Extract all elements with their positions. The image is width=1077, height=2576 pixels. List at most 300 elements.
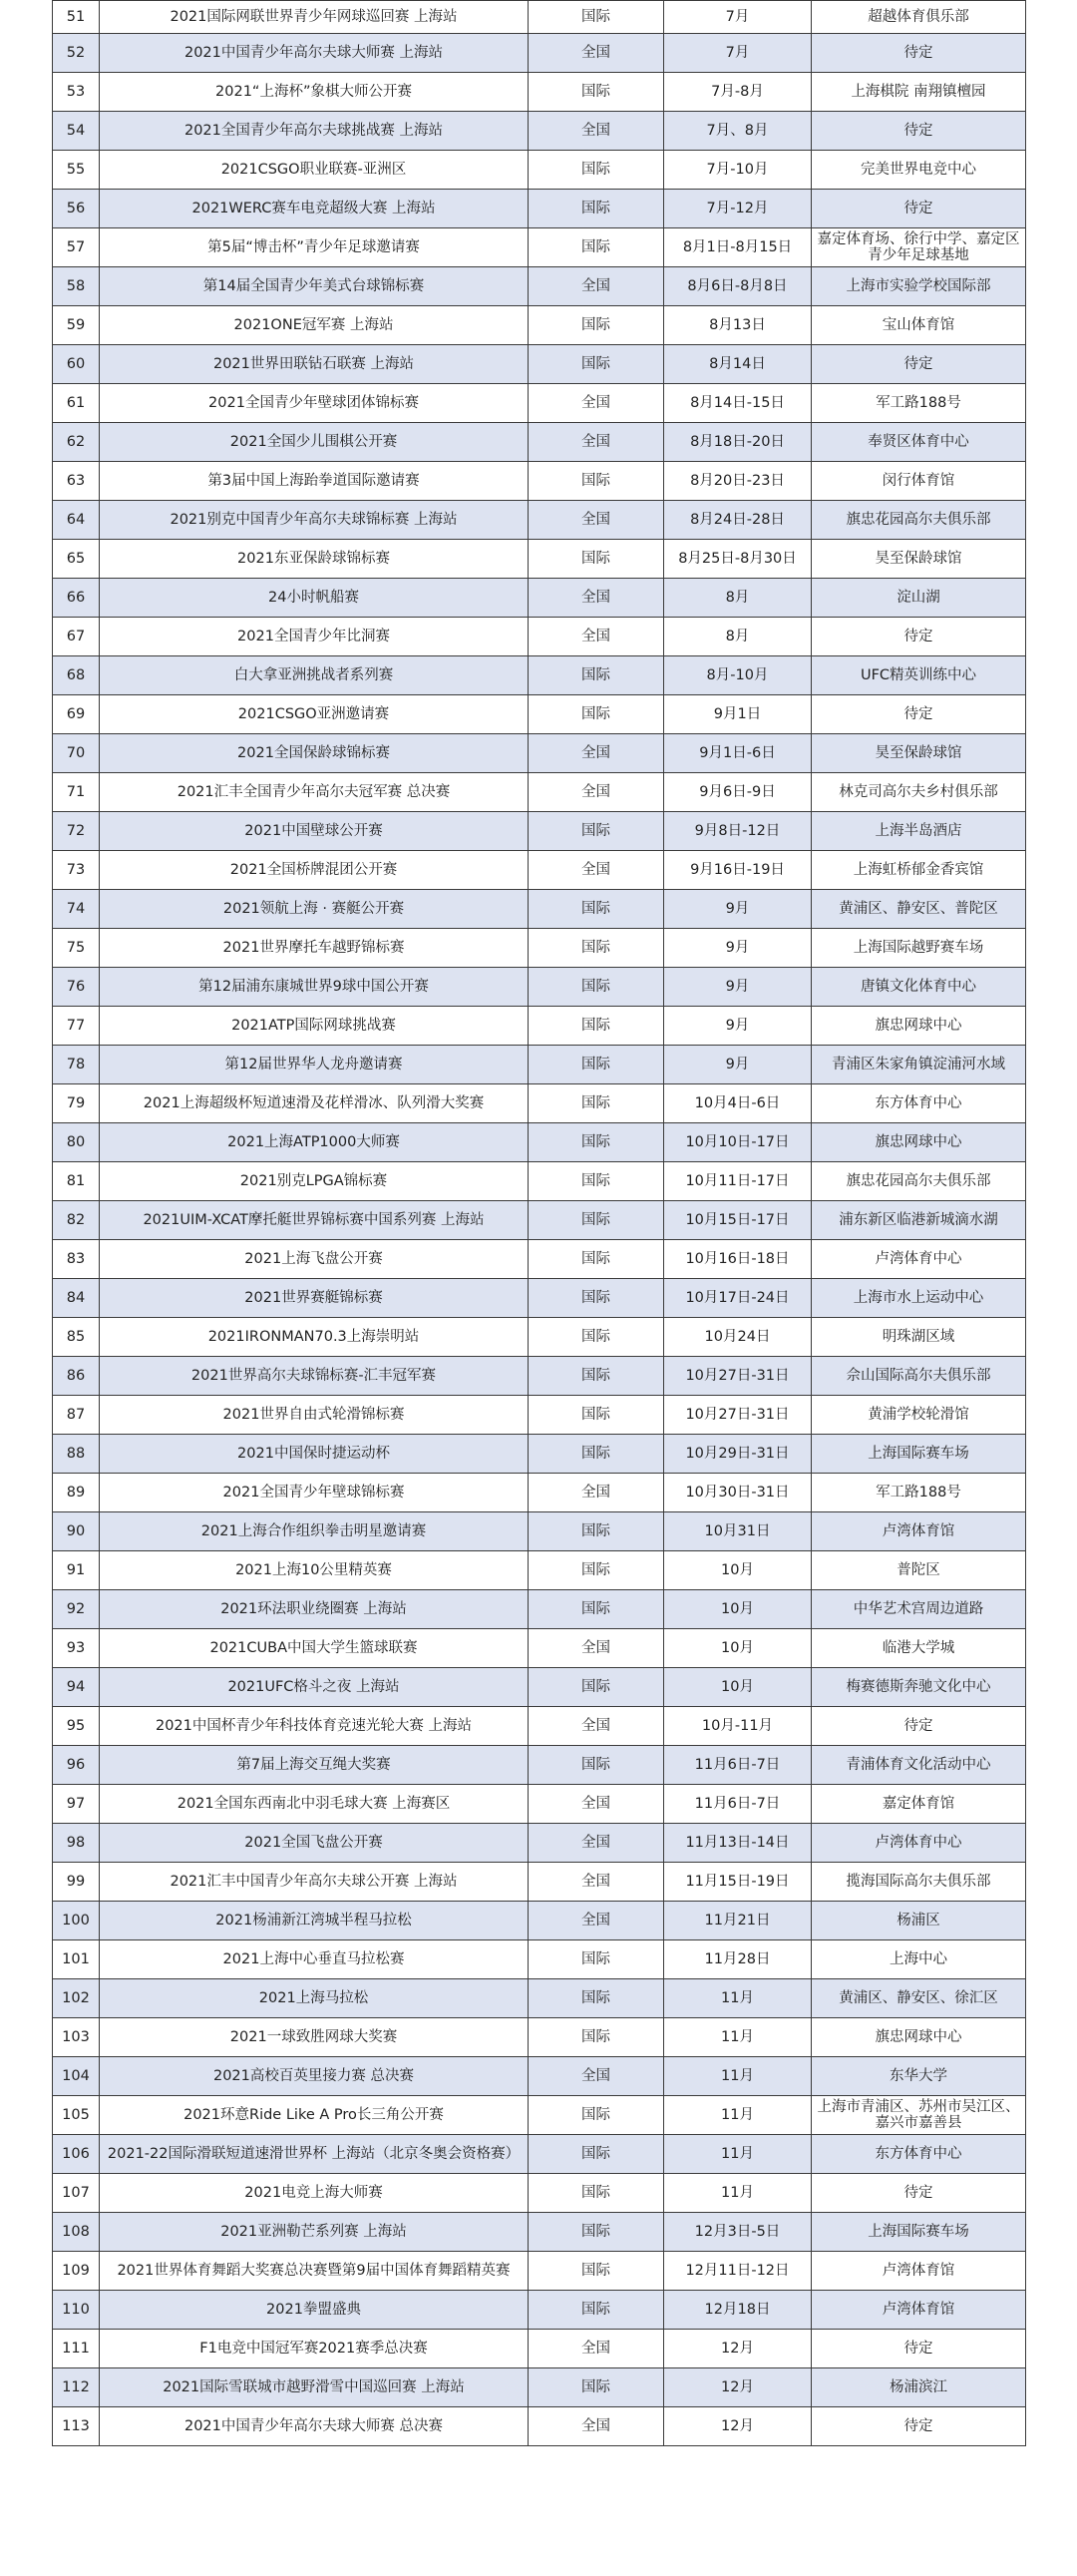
table-row bbox=[53, 73, 1026, 112]
event-level-cell: 全国 bbox=[529, 423, 664, 462]
event-venue-cell: 卢湾体育中心 bbox=[812, 1240, 1026, 1279]
event-name-cell: 2021上海ATP1000大师赛 bbox=[100, 1123, 529, 1162]
event-name-cell: 2021CSGO职业联赛-亚洲区 bbox=[100, 151, 529, 190]
event-level-cell: 全国 bbox=[529, 851, 664, 890]
event-level-cell: 全国 bbox=[529, 34, 664, 73]
event-time-cell: 10月24日 bbox=[664, 1318, 812, 1357]
table-row bbox=[53, 695, 1026, 734]
row-number-cell: 53 bbox=[53, 73, 100, 112]
event-level-cell: 国际 bbox=[529, 2135, 664, 2174]
table-row bbox=[53, 1123, 1026, 1162]
table-row bbox=[53, 1046, 1026, 1084]
event-time-cell: 9月1日-6日 bbox=[664, 734, 812, 773]
event-name-cell: 2021世界田联钻石联赛 上海站 bbox=[100, 345, 529, 384]
event-level-cell: 国际 bbox=[529, 2096, 664, 2135]
event-name-cell: 2021全国保龄球锦标赛 bbox=[100, 734, 529, 773]
table-row bbox=[53, 1707, 1026, 1746]
event-name-cell: 2021CSGO亚洲邀请赛 bbox=[100, 695, 529, 734]
event-level-cell: 全国 bbox=[529, 773, 664, 812]
row-number-cell: 73 bbox=[53, 851, 100, 890]
event-level-cell: 国际 bbox=[529, 1084, 664, 1123]
row-number-cell: 79 bbox=[53, 1084, 100, 1123]
table-row bbox=[53, 812, 1026, 851]
table-row bbox=[53, 1357, 1026, 1396]
event-level-cell: 国际 bbox=[529, 1007, 664, 1046]
row-number-cell: 61 bbox=[53, 384, 100, 423]
row-number-cell: 96 bbox=[53, 1746, 100, 1785]
event-venue-cell: 普陀区 bbox=[812, 1551, 1026, 1590]
event-venue-cell: 上海市实验学校国际部 bbox=[812, 267, 1026, 306]
event-time-cell: 10月4日-6日 bbox=[664, 1084, 812, 1123]
event-level-cell: 全国 bbox=[529, 734, 664, 773]
event-name-cell: 2021亚洲勒芒系列赛 上海站 bbox=[100, 2213, 529, 2252]
event-name-cell: 2021世界自由式轮滑锦标赛 bbox=[100, 1396, 529, 1435]
table-row bbox=[53, 1746, 1026, 1785]
event-name-cell: 第14届全国青少年美式台球锦标赛 bbox=[100, 267, 529, 306]
event-name-cell: 2021别克中国青少年高尔夫球锦标赛 上海站 bbox=[100, 501, 529, 540]
event-name-cell: 2021中国保时捷运动杯 bbox=[100, 1435, 529, 1474]
event-level-cell: 国际 bbox=[529, 890, 664, 929]
event-name-cell: 2021上海10公里精英赛 bbox=[100, 1551, 529, 1590]
row-number-cell: 99 bbox=[53, 1863, 100, 1902]
event-venue-cell: 青浦体育文化活动中心 bbox=[812, 1746, 1026, 1785]
event-name-cell: 2021汇丰中国青少年高尔夫球公开赛 上海站 bbox=[100, 1863, 529, 1902]
event-time-cell: 9月6日-9日 bbox=[664, 773, 812, 812]
table-row bbox=[53, 2018, 1026, 2057]
event-level-cell: 国际 bbox=[529, 968, 664, 1007]
event-time-cell: 10月-11月 bbox=[664, 1707, 812, 1746]
event-time-cell: 11月28日 bbox=[664, 1940, 812, 1979]
row-number-cell: 97 bbox=[53, 1785, 100, 1824]
event-name-cell: 2021国际网联世界青少年网球巡回赛 上海站 bbox=[100, 1, 529, 34]
event-time-cell: 10月10日-17日 bbox=[664, 1123, 812, 1162]
event-level-cell: 国际 bbox=[529, 2252, 664, 2291]
table-row bbox=[53, 1162, 1026, 1201]
event-level-cell: 全国 bbox=[529, 1863, 664, 1902]
event-level-cell: 全国 bbox=[529, 1474, 664, 1512]
table-row bbox=[53, 384, 1026, 423]
event-venue-cell: 杨浦区 bbox=[812, 1902, 1026, 1940]
event-name-cell: 2021ONE冠军赛 上海站 bbox=[100, 306, 529, 345]
event-time-cell: 7月 bbox=[664, 34, 812, 73]
row-number-cell: 54 bbox=[53, 112, 100, 151]
event-level-cell: 全国 bbox=[529, 618, 664, 656]
event-level-cell: 全国 bbox=[529, 501, 664, 540]
event-level-cell: 国际 bbox=[529, 1979, 664, 2018]
event-name-cell: 2021WERC赛车电竞超级大赛 上海站 bbox=[100, 190, 529, 228]
event-level-cell: 国际 bbox=[529, 1668, 664, 1707]
event-venue-cell: 超越体育俱乐部 bbox=[812, 1, 1026, 34]
event-name-cell: 2021国际雪联城市越野滑雪中国巡回赛 上海站 bbox=[100, 2368, 529, 2407]
event-time-cell: 9月 bbox=[664, 890, 812, 929]
event-level-cell: 全国 bbox=[529, 267, 664, 306]
event-venue-cell: 淀山湖 bbox=[812, 579, 1026, 618]
row-number-cell: 82 bbox=[53, 1201, 100, 1240]
row-number-cell: 77 bbox=[53, 1007, 100, 1046]
event-venue-cell: 上海虹桥郁金香宾馆 bbox=[812, 851, 1026, 890]
event-time-cell: 7月 bbox=[664, 1, 812, 34]
event-venue-cell: 中华艺术宫周边道路 bbox=[812, 1590, 1026, 1629]
event-time-cell: 9月 bbox=[664, 1007, 812, 1046]
event-level-cell: 国际 bbox=[529, 929, 664, 968]
event-time-cell: 11月 bbox=[664, 2135, 812, 2174]
event-name-cell: 2021高校百英里接力赛 总决赛 bbox=[100, 2057, 529, 2096]
event-level-cell: 国际 bbox=[529, 656, 664, 695]
event-venue-cell: 昊至保龄球馆 bbox=[812, 734, 1026, 773]
event-venue-cell: 待定 bbox=[812, 695, 1026, 734]
table-row bbox=[53, 1240, 1026, 1279]
event-venue-cell: 上海市青浦区、苏州市吴江区、嘉兴市嘉善县 bbox=[812, 2096, 1026, 2135]
event-name-cell: F1电竞中国冠军赛2021赛季总决赛 bbox=[100, 2330, 529, 2368]
event-venue-cell: 浦东新区临港新城滴水湖 bbox=[812, 1201, 1026, 1240]
table-row bbox=[53, 1863, 1026, 1902]
event-venue-cell: 黄浦区、静安区、普陀区 bbox=[812, 890, 1026, 929]
event-venue-cell: 卢湾体育馆 bbox=[812, 2252, 1026, 2291]
event-venue-cell: 宝山体育馆 bbox=[812, 306, 1026, 345]
event-time-cell: 9月 bbox=[664, 968, 812, 1007]
event-venue-cell: 上海国际越野赛车场 bbox=[812, 929, 1026, 968]
event-name-cell: 2021“上海杯”象棋大师公开赛 bbox=[100, 73, 529, 112]
row-number-cell: 86 bbox=[53, 1357, 100, 1396]
event-venue-cell: 卢湾体育馆 bbox=[812, 2291, 1026, 2330]
row-number-cell: 62 bbox=[53, 423, 100, 462]
event-level-cell: 国际 bbox=[529, 306, 664, 345]
event-venue-cell: 青浦区朱家角镇淀浦河水域 bbox=[812, 1046, 1026, 1084]
event-name-cell: 第5届“博击杯”青少年足球邀请赛 bbox=[100, 228, 529, 267]
event-venue-cell: 待定 bbox=[812, 618, 1026, 656]
event-level-cell: 国际 bbox=[529, 1162, 664, 1201]
event-name-cell: 2021上海合作组织拳击明星邀请赛 bbox=[100, 1512, 529, 1551]
table-row bbox=[53, 851, 1026, 890]
table-row bbox=[53, 1512, 1026, 1551]
event-name-cell: 2021上海飞盘公开赛 bbox=[100, 1240, 529, 1279]
event-name-cell: 2021全国少儿围棋公开赛 bbox=[100, 423, 529, 462]
event-time-cell: 11月 bbox=[664, 2096, 812, 2135]
event-time-cell: 8月 bbox=[664, 579, 812, 618]
event-name-cell: 2021汇丰全国青少年高尔夫冠军赛 总决赛 bbox=[100, 773, 529, 812]
row-number-cell: 106 bbox=[53, 2135, 100, 2174]
table-row bbox=[53, 1474, 1026, 1512]
event-venue-cell: 杨浦滨江 bbox=[812, 2368, 1026, 2407]
table-row bbox=[53, 1318, 1026, 1357]
event-level-cell: 国际 bbox=[529, 1201, 664, 1240]
event-venue-cell: 军工路188号 bbox=[812, 384, 1026, 423]
event-name-cell: 2021中国杯青少年科技体育竞速光轮大赛 上海站 bbox=[100, 1707, 529, 1746]
table-row bbox=[53, 1940, 1026, 1979]
event-level-cell: 全国 bbox=[529, 1824, 664, 1863]
table-row bbox=[53, 190, 1026, 228]
row-number-cell: 60 bbox=[53, 345, 100, 384]
event-time-cell: 11月21日 bbox=[664, 1902, 812, 1940]
event-name-cell: 2021全国青少年壁球锦标赛 bbox=[100, 1474, 529, 1512]
event-level-cell: 国际 bbox=[529, 462, 664, 501]
event-time-cell: 8月24日-28日 bbox=[664, 501, 812, 540]
event-venue-cell: 旗忠网球中心 bbox=[812, 1007, 1026, 1046]
table-row bbox=[53, 228, 1026, 267]
table-row bbox=[53, 2330, 1026, 2368]
row-number-cell: 52 bbox=[53, 34, 100, 73]
row-number-cell: 104 bbox=[53, 2057, 100, 2096]
event-venue-cell: 待定 bbox=[812, 34, 1026, 73]
event-level-cell: 国际 bbox=[529, 73, 664, 112]
event-time-cell: 10月27日-31日 bbox=[664, 1357, 812, 1396]
event-time-cell: 12月 bbox=[664, 2368, 812, 2407]
table-row bbox=[53, 151, 1026, 190]
event-name-cell: 2021上海马拉松 bbox=[100, 1979, 529, 2018]
event-time-cell: 10月15日-17日 bbox=[664, 1201, 812, 1240]
event-name-cell: 白大拿亚洲挑战者系列赛 bbox=[100, 656, 529, 695]
event-name-cell: 2021别克LPGA锦标赛 bbox=[100, 1162, 529, 1201]
event-level-cell: 全国 bbox=[529, 1902, 664, 1940]
table-row bbox=[53, 734, 1026, 773]
event-venue-cell: 待定 bbox=[812, 1707, 1026, 1746]
event-level-cell: 国际 bbox=[529, 2291, 664, 2330]
event-time-cell: 8月 bbox=[664, 618, 812, 656]
event-level-cell: 国际 bbox=[529, 1435, 664, 1474]
event-name-cell: 第7届上海交互绳大奖赛 bbox=[100, 1746, 529, 1785]
row-number-cell: 67 bbox=[53, 618, 100, 656]
event-level-cell: 国际 bbox=[529, 1512, 664, 1551]
event-venue-cell: 东方体育中心 bbox=[812, 1084, 1026, 1123]
table-row bbox=[53, 1785, 1026, 1824]
event-level-cell: 国际 bbox=[529, 190, 664, 228]
event-time-cell: 11月6日-7日 bbox=[664, 1785, 812, 1824]
event-venue-cell: 卢湾体育中心 bbox=[812, 1824, 1026, 1863]
table-row bbox=[53, 1201, 1026, 1240]
table-row bbox=[53, 345, 1026, 384]
event-name-cell: 2021中国青少年高尔夫球大师赛 上海站 bbox=[100, 34, 529, 73]
event-venue-cell: 黄浦区、静安区、徐汇区 bbox=[812, 1979, 1026, 2018]
event-venue-cell: 上海国际赛车场 bbox=[812, 2213, 1026, 2252]
event-time-cell: 8月14日 bbox=[664, 345, 812, 384]
events-table bbox=[52, 0, 1026, 2446]
table-row bbox=[53, 2368, 1026, 2407]
row-number-cell: 100 bbox=[53, 1902, 100, 1940]
event-time-cell: 10月11日-17日 bbox=[664, 1162, 812, 1201]
event-time-cell: 10月29日-31日 bbox=[664, 1435, 812, 1474]
event-level-cell: 全国 bbox=[529, 1785, 664, 1824]
table-row bbox=[53, 773, 1026, 812]
event-time-cell: 12月 bbox=[664, 2407, 812, 2446]
event-time-cell: 10月30日-31日 bbox=[664, 1474, 812, 1512]
event-time-cell: 10月16日-18日 bbox=[664, 1240, 812, 1279]
row-number-cell: 65 bbox=[53, 540, 100, 579]
event-level-cell: 国际 bbox=[529, 228, 664, 267]
event-venue-cell: 旗忠网球中心 bbox=[812, 2018, 1026, 2057]
table-row bbox=[53, 2135, 1026, 2174]
row-number-cell: 88 bbox=[53, 1435, 100, 1474]
event-name-cell: 2021环法职业绕圈赛 上海站 bbox=[100, 1590, 529, 1629]
event-venue-cell: 梅赛德斯奔驰文化中心 bbox=[812, 1668, 1026, 1707]
event-time-cell: 8月18日-20日 bbox=[664, 423, 812, 462]
row-number-cell: 93 bbox=[53, 1629, 100, 1668]
event-name-cell: 2021环意Ride Like A Pro长三角公开赛 bbox=[100, 2096, 529, 2135]
event-level-cell: 全国 bbox=[529, 2407, 664, 2446]
event-name-cell: 2021世界摩托车越野锦标赛 bbox=[100, 929, 529, 968]
row-number-cell: 94 bbox=[53, 1668, 100, 1707]
table-row bbox=[53, 1629, 1026, 1668]
event-venue-cell: 待定 bbox=[812, 2330, 1026, 2368]
table-row bbox=[53, 501, 1026, 540]
event-venue-cell: 待定 bbox=[812, 2407, 1026, 2446]
event-time-cell: 10月 bbox=[664, 1629, 812, 1668]
table-row bbox=[53, 890, 1026, 929]
table-row bbox=[53, 1590, 1026, 1629]
event-time-cell: 11月 bbox=[664, 2174, 812, 2213]
event-venue-cell: 嘉定体育场、徐行中学、嘉定区青少年足球基地 bbox=[812, 228, 1026, 267]
event-venue-cell: 上海市水上运动中心 bbox=[812, 1279, 1026, 1318]
event-time-cell: 7月-10月 bbox=[664, 151, 812, 190]
event-level-cell: 国际 bbox=[529, 2018, 664, 2057]
event-level-cell: 国际 bbox=[529, 1123, 664, 1162]
row-number-cell: 66 bbox=[53, 579, 100, 618]
event-time-cell: 12月18日 bbox=[664, 2291, 812, 2330]
event-name-cell: 2021一球致胜网球大奖赛 bbox=[100, 2018, 529, 2057]
row-number-cell: 55 bbox=[53, 151, 100, 190]
row-number-cell: 68 bbox=[53, 656, 100, 695]
table-row bbox=[53, 579, 1026, 618]
event-venue-cell: 待定 bbox=[812, 2174, 1026, 2213]
event-name-cell: 2021全国青少年比洞赛 bbox=[100, 618, 529, 656]
event-venue-cell: 上海国际赛车场 bbox=[812, 1435, 1026, 1474]
event-venue-cell: 卢湾体育馆 bbox=[812, 1512, 1026, 1551]
event-level-cell: 国际 bbox=[529, 695, 664, 734]
event-level-cell: 国际 bbox=[529, 1551, 664, 1590]
event-time-cell: 11月 bbox=[664, 2018, 812, 2057]
event-level-cell: 全国 bbox=[529, 384, 664, 423]
event-name-cell: 2021东亚保龄球锦标赛 bbox=[100, 540, 529, 579]
event-venue-cell: 林克司高尔夫乡村俱乐部 bbox=[812, 773, 1026, 812]
row-number-cell: 76 bbox=[53, 968, 100, 1007]
row-number-cell: 98 bbox=[53, 1824, 100, 1863]
event-time-cell: 11月6日-7日 bbox=[664, 1746, 812, 1785]
row-number-cell: 87 bbox=[53, 1396, 100, 1435]
event-level-cell: 国际 bbox=[529, 345, 664, 384]
table-row bbox=[53, 306, 1026, 345]
event-time-cell: 11月 bbox=[664, 2057, 812, 2096]
event-venue-cell: 临港大学城 bbox=[812, 1629, 1026, 1668]
event-name-cell: 2021UFC格斗之夜 上海站 bbox=[100, 1668, 529, 1707]
row-number-cell: 112 bbox=[53, 2368, 100, 2407]
event-level-cell: 国际 bbox=[529, 1279, 664, 1318]
table-row bbox=[53, 1668, 1026, 1707]
event-venue-cell: 上海棋院 南翔镇檀园 bbox=[812, 73, 1026, 112]
table-row bbox=[53, 1824, 1026, 1863]
event-name-cell: 第12届世界华人龙舟邀请赛 bbox=[100, 1046, 529, 1084]
event-level-cell: 国际 bbox=[529, 1, 664, 34]
event-time-cell: 10月 bbox=[664, 1668, 812, 1707]
event-venue-cell: 闵行体育馆 bbox=[812, 462, 1026, 501]
event-venue-cell: 旗忠花园高尔夫俱乐部 bbox=[812, 1162, 1026, 1201]
event-level-cell: 全国 bbox=[529, 2330, 664, 2368]
row-number-cell: 109 bbox=[53, 2252, 100, 2291]
event-level-cell: 国际 bbox=[529, 1240, 664, 1279]
table-row bbox=[53, 2252, 1026, 2291]
table-row bbox=[53, 423, 1026, 462]
event-venue-cell: UFC精英训练中心 bbox=[812, 656, 1026, 695]
table-row bbox=[53, 1007, 1026, 1046]
event-level-cell: 全国 bbox=[529, 1707, 664, 1746]
table-row bbox=[53, 1396, 1026, 1435]
event-name-cell: 2021ATP国际网球挑战赛 bbox=[100, 1007, 529, 1046]
event-time-cell: 8月25日-8月30日 bbox=[664, 540, 812, 579]
row-number-cell: 110 bbox=[53, 2291, 100, 2330]
row-number-cell: 64 bbox=[53, 501, 100, 540]
table-row bbox=[53, 1, 1026, 34]
event-time-cell: 7月、8月 bbox=[664, 112, 812, 151]
event-venue-cell: 待定 bbox=[812, 345, 1026, 384]
event-time-cell: 8月13日 bbox=[664, 306, 812, 345]
event-time-cell: 7月-12月 bbox=[664, 190, 812, 228]
event-name-cell: 2021全国桥牌混团公开赛 bbox=[100, 851, 529, 890]
row-number-cell: 63 bbox=[53, 462, 100, 501]
events-sheet bbox=[52, 0, 1025, 2446]
row-number-cell: 85 bbox=[53, 1318, 100, 1357]
event-time-cell: 11月13日-14日 bbox=[664, 1824, 812, 1863]
event-level-cell: 国际 bbox=[529, 540, 664, 579]
event-venue-cell: 待定 bbox=[812, 190, 1026, 228]
table-row bbox=[53, 462, 1026, 501]
event-venue-cell: 东方体育中心 bbox=[812, 2135, 1026, 2174]
event-name-cell: 第3届中国上海跆拳道国际邀请赛 bbox=[100, 462, 529, 501]
event-level-cell: 全国 bbox=[529, 112, 664, 151]
event-time-cell: 10月 bbox=[664, 1551, 812, 1590]
event-name-cell: 2021上海中心垂直马拉松赛 bbox=[100, 1940, 529, 1979]
row-number-cell: 71 bbox=[53, 773, 100, 812]
table-row bbox=[53, 2213, 1026, 2252]
event-name-cell: 2021世界赛艇锦标赛 bbox=[100, 1279, 529, 1318]
table-row bbox=[53, 2096, 1026, 2135]
event-name-cell: 2021全国青少年高尔夫球挑战赛 上海站 bbox=[100, 112, 529, 151]
table-row bbox=[53, 1084, 1026, 1123]
event-level-cell: 国际 bbox=[529, 1396, 664, 1435]
row-number-cell: 51 bbox=[53, 1, 100, 34]
event-time-cell: 8月20日-23日 bbox=[664, 462, 812, 501]
event-time-cell: 8月6日-8月8日 bbox=[664, 267, 812, 306]
table-row bbox=[53, 2174, 1026, 2213]
event-name-cell: 2021中国青少年高尔夫球大师赛 总决赛 bbox=[100, 2407, 529, 2446]
event-time-cell: 8月14日-15日 bbox=[664, 384, 812, 423]
events-table-body bbox=[53, 1, 1026, 2446]
row-number-cell: 91 bbox=[53, 1551, 100, 1590]
event-level-cell: 国际 bbox=[529, 2368, 664, 2407]
event-level-cell: 国际 bbox=[529, 1940, 664, 1979]
row-number-cell: 58 bbox=[53, 267, 100, 306]
event-name-cell: 2021世界高尔夫球锦标赛-汇丰冠军赛 bbox=[100, 1357, 529, 1396]
table-row bbox=[53, 1279, 1026, 1318]
row-number-cell: 69 bbox=[53, 695, 100, 734]
event-time-cell: 9月1日 bbox=[664, 695, 812, 734]
event-time-cell: 12月11日-12日 bbox=[664, 2252, 812, 2291]
event-venue-cell: 旗忠花园高尔夫俱乐部 bbox=[812, 501, 1026, 540]
event-level-cell: 全国 bbox=[529, 1629, 664, 1668]
row-number-cell: 103 bbox=[53, 2018, 100, 2057]
row-number-cell: 56 bbox=[53, 190, 100, 228]
event-time-cell: 9月16日-19日 bbox=[664, 851, 812, 890]
event-time-cell: 8月-10月 bbox=[664, 656, 812, 695]
event-name-cell: 2021全国飞盘公开赛 bbox=[100, 1824, 529, 1863]
row-number-cell: 113 bbox=[53, 2407, 100, 2446]
event-venue-cell: 黄浦学校轮滑馆 bbox=[812, 1396, 1026, 1435]
row-number-cell: 81 bbox=[53, 1162, 100, 1201]
table-row bbox=[53, 1551, 1026, 1590]
table-row bbox=[53, 34, 1026, 73]
table-row bbox=[53, 112, 1026, 151]
event-level-cell: 全国 bbox=[529, 2057, 664, 2096]
event-venue-cell: 昊至保龄球馆 bbox=[812, 540, 1026, 579]
table-row bbox=[53, 540, 1026, 579]
event-level-cell: 国际 bbox=[529, 1746, 664, 1785]
